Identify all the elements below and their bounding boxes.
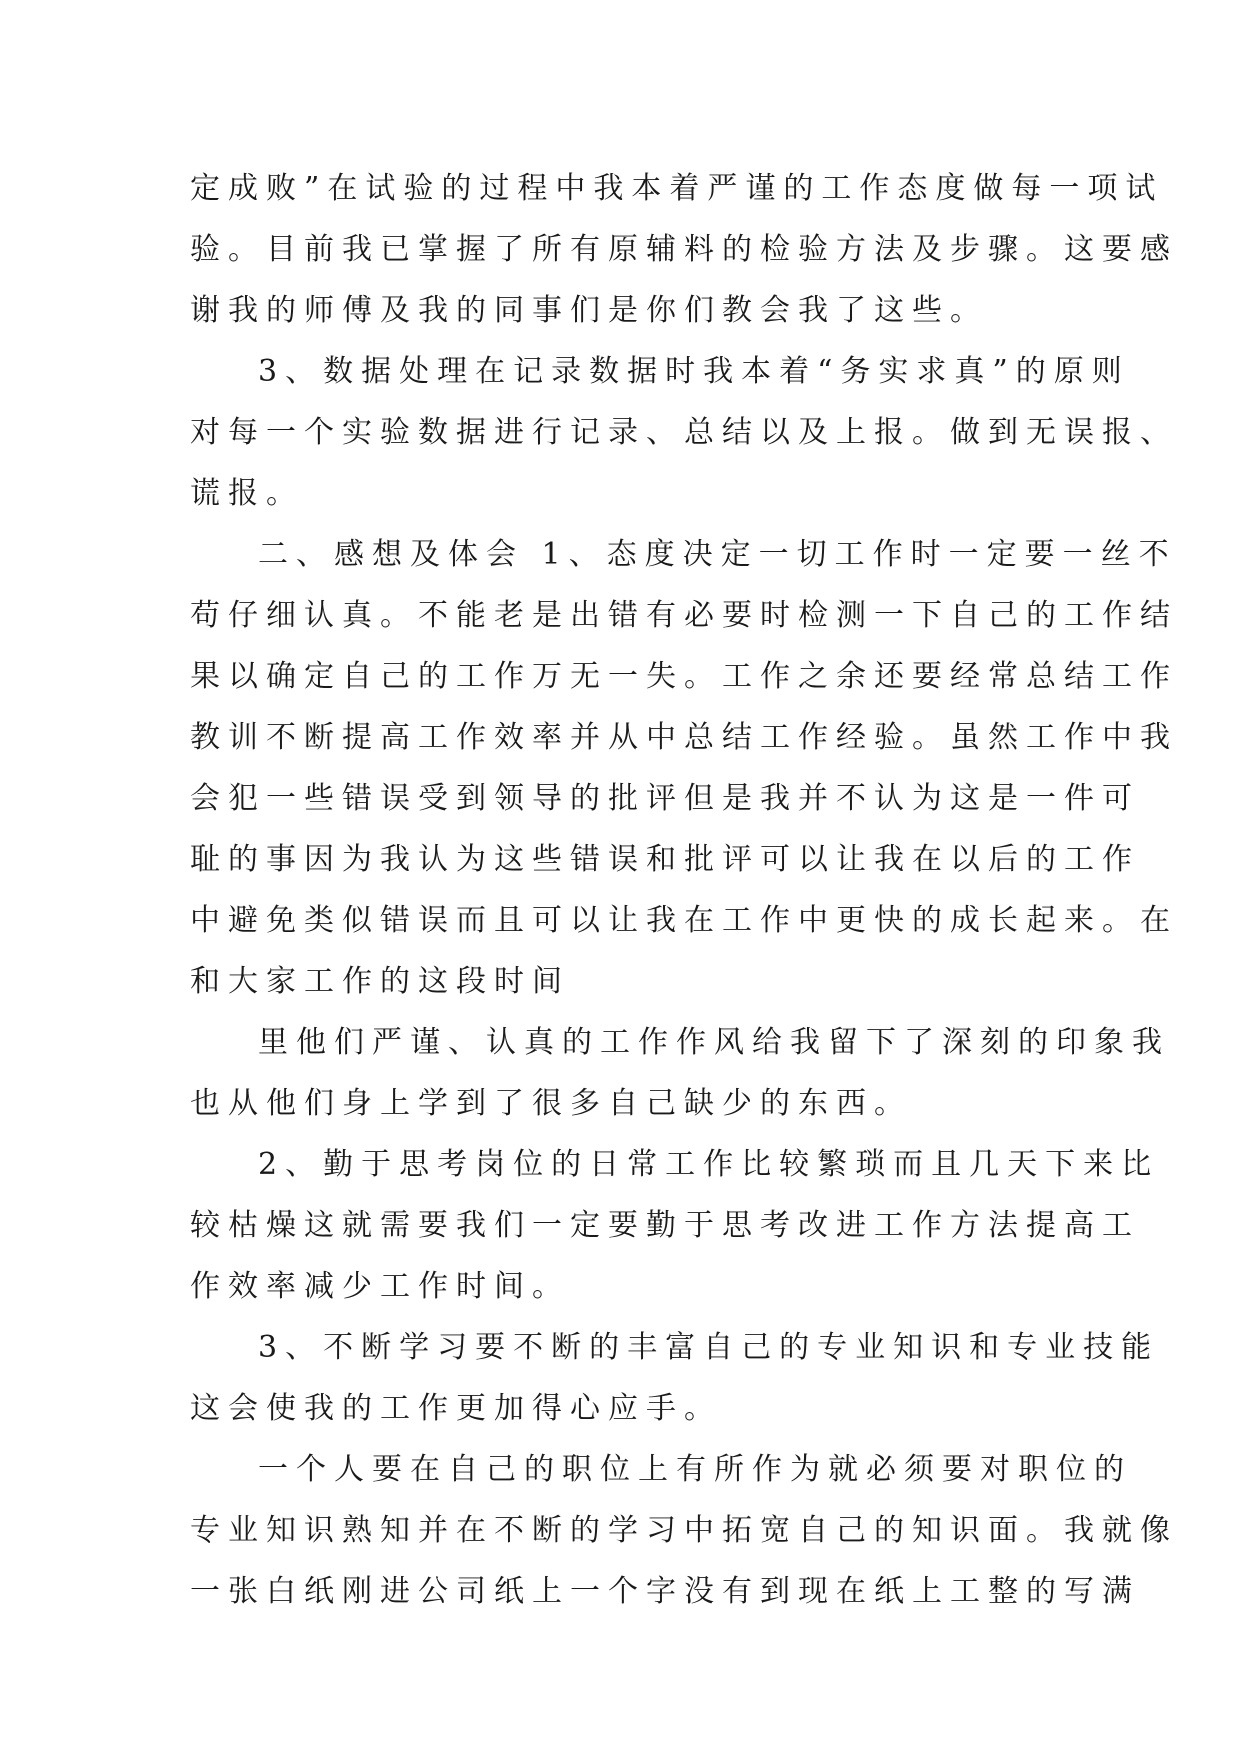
text-line: 会犯一些错误受到领导的批评但是我并不认为这是一件可 <box>190 781 1140 816</box>
text-line: 耻的事因为我认为这些错误和批评可以让我在以后的工作 <box>190 842 1140 877</box>
text-line: 教训不断提高工作效率并从中总结工作经验。虽然工作中我 <box>190 720 1178 755</box>
text-line: 专业知识熟知并在不断的学习中拓宽自己的知识面。我就像 <box>190 1513 1178 1548</box>
text-line: 苟仔细认真。不能老是出错有必要时检测一下自己的工作结 <box>190 598 1178 633</box>
text-line: 定成败”在试验的过程中我本着严谨的工作态度做每一项试 <box>190 171 1164 206</box>
body-text <box>190 158 1178 1622</box>
text-line: 作效率减少工作时间。 <box>190 1269 570 1304</box>
text-line: 对每一个实验数据进行记录、总结以及上报。做到无误报、 <box>190 415 1178 450</box>
paragraph-start-line: 3、数据处理在记录数据时我本着“务实求真”的原则 <box>258 354 1130 389</box>
text-line: 这会使我的工作更加得心应手。 <box>190 1391 722 1426</box>
paragraph-start-line: 二、感想及体会 1、态度决定一切工作时一定要一丝不 <box>258 537 1177 572</box>
text-line: 谢我的师傅及我的同事们是你们教会我了这些。 <box>190 293 988 328</box>
text-line: 验。目前我已掌握了所有原辅料的检验方法及步骤。这要感 <box>190 232 1178 267</box>
text-line: 果以确定自己的工作万无一失。工作之余还要经常总结工作 <box>190 659 1178 694</box>
text-line: 也从他们身上学到了很多自己缺少的东西。 <box>190 1086 912 1121</box>
text-line: 一张白纸刚进公司纸上一个字没有到现在纸上工整的写满 <box>190 1574 1140 1609</box>
text-line: 中避免类似错误而且可以让我在工作中更快的成长起来。在 <box>190 903 1178 938</box>
paragraph-start-line: 3、不断学习要不断的丰富自己的专业知识和专业技能 <box>258 1330 1160 1365</box>
text-line: 较枯燥这就需要我们一定要勤于思考改进工作方法提高工 <box>190 1208 1140 1243</box>
paragraph-start-line: 里他们严谨、认真的工作作风给我留下了深刻的印象我 <box>258 1025 1170 1060</box>
paragraph-start-line: 2、勤于思考岗位的日常工作比较繁琐而且几天下来比 <box>258 1147 1160 1182</box>
text-line: 谎报。 <box>190 476 304 511</box>
text-line: 和大家工作的这段时间 <box>190 964 570 999</box>
paragraph-start-line: 一个人要在自己的职位上有所作为就必须要对职位的 <box>258 1452 1132 1487</box>
